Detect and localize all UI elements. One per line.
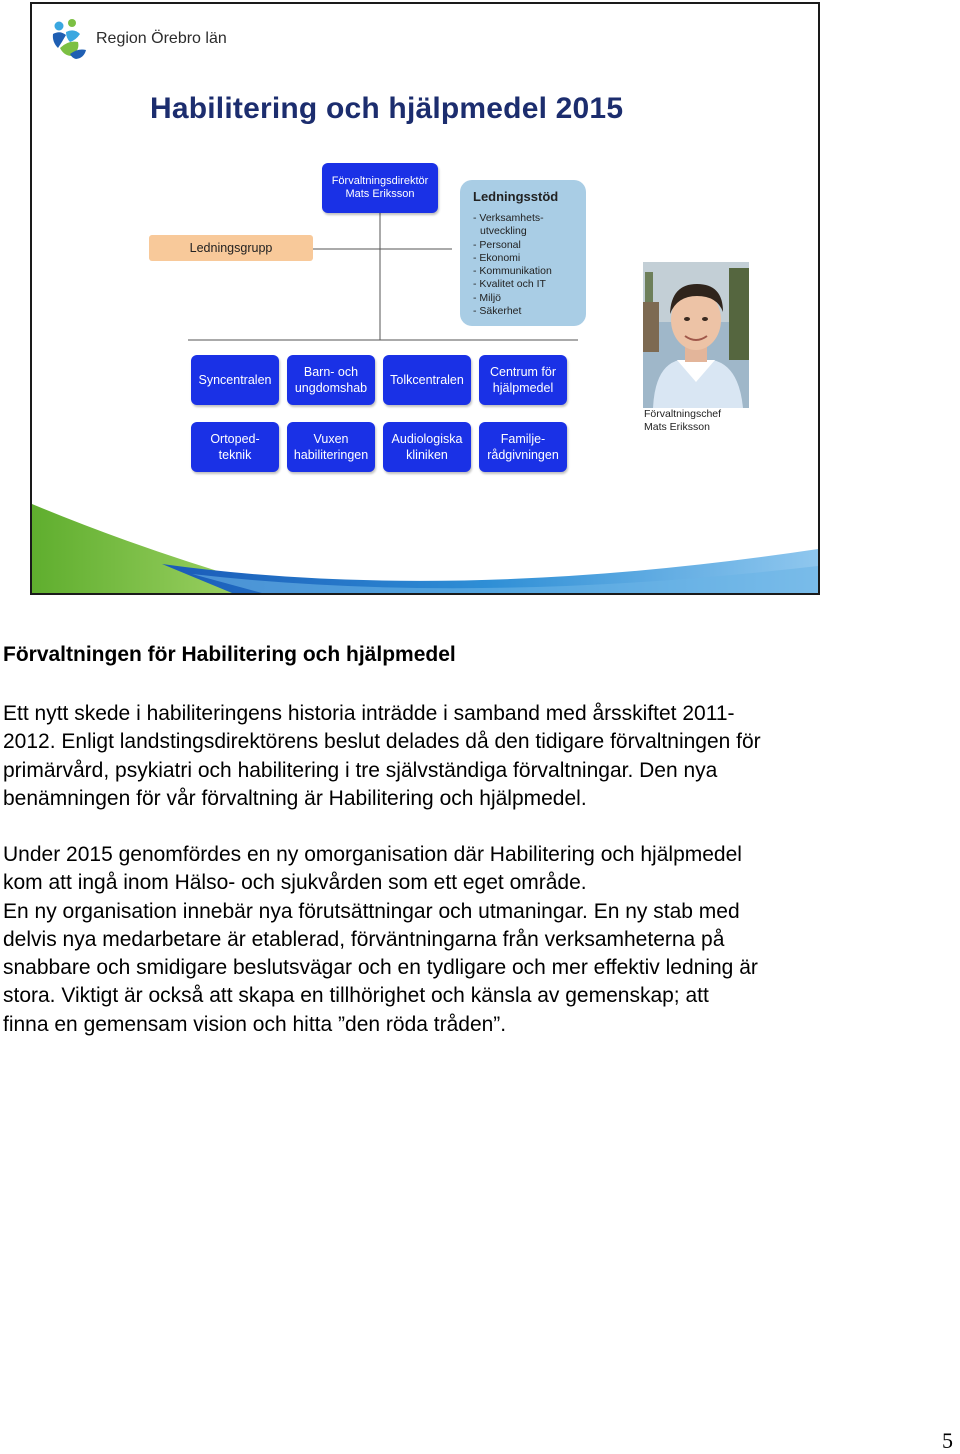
unit-label: Syncentralen [198, 373, 272, 387]
photo-caption-role: Förvaltningschef [644, 408, 722, 420]
unit-label: Familje- [500, 432, 546, 446]
paragraph-1 [3, 700, 883, 813]
support-item: - Kommunikation [473, 265, 552, 278]
paragraph-line: En ny organisation innebär nya förutsättningar och utmaningar. En ny stab med [3, 899, 740, 923]
support-item: utveckling [480, 225, 527, 238]
paragraph-line: primärvård, psykiatri och habilitering i tre självständiga förvaltningar. Den nya [3, 758, 718, 782]
support-item: - Personal [473, 238, 521, 251]
paragraph-line: Under 2015 genomfördes en ny omorganisation där Habilitering och hjälpmedel [3, 843, 742, 866]
slide [30, 2, 820, 595]
unit-syncentralen [191, 355, 279, 405]
management-support-title: Ledningsstöd [473, 189, 559, 204]
support-item: - Miljö [473, 291, 501, 304]
paragraph-line: finna en gemensam vision och hitta ”den röda tråden”. [3, 1012, 507, 1036]
unit-label: Centrum för [490, 365, 556, 379]
unit-label: Ortoped- [210, 432, 260, 446]
photo-caption-name: Mats Eriksson [644, 421, 710, 433]
paragraph-line: benämningen för vår förvaltning är Habilitering och hjälpmedel. [3, 786, 587, 810]
decorative-swoosh [32, 494, 818, 593]
paragraph-2 [3, 841, 883, 1039]
paragraph-line: 2012. Enligt landstingsdirektörens beslut delades då den tidigare förvaltningen för [3, 730, 761, 754]
unit-label: ungdomshab [294, 381, 368, 395]
support-item: - Verksamhets- [473, 212, 544, 224]
unit-label: rådgivningen [487, 448, 559, 462]
unit-label: habiliteringen [293, 448, 369, 462]
unit-label: Vuxen [313, 432, 349, 446]
paragraph-line: kom att ingå inom Hälso- och sjukvården som ett eget område. [3, 871, 587, 895]
unit-ortopedteknik [191, 422, 279, 472]
unit-familjeradgivningen [479, 422, 567, 472]
photo-caption [644, 408, 721, 434]
portrait-photo [643, 262, 749, 408]
unit-centrum-for-hjalpmedel [479, 355, 567, 405]
unit-vuxenhabiliteringen [287, 422, 375, 472]
director-box [322, 163, 438, 213]
paragraph-line: snabbare och smidigare beslutsvägar och en tydligare och mer effektiv ledning är [3, 956, 758, 980]
management-support-box [460, 180, 586, 326]
document-heading: Förvaltningen för Habilitering och hjälpmedel [3, 643, 456, 666]
support-item: - Kvalitet och IT [473, 278, 546, 291]
support-item: - Ekonomi [473, 251, 521, 264]
unit-label: Barn- och [303, 365, 359, 379]
unit-label: teknik [218, 448, 252, 462]
unit-label: Tolkcentralen [390, 373, 464, 387]
unit-label: hjälpmedel [492, 381, 554, 395]
support-item: - Säkerhet [473, 305, 522, 318]
slide-title: Habilitering och hjälpmedel 2015 [150, 92, 624, 125]
region-logo-text: Region Örebro län [96, 30, 227, 47]
unit-label: kliniken [406, 448, 448, 462]
unit-barn-och-ungdomshab [287, 355, 375, 405]
director-role: Förvaltningsdirektör [331, 175, 429, 187]
management-group-box: Ledningsgrupp [149, 235, 313, 261]
unit-audiologiska-kliniken [383, 422, 471, 472]
paragraph-line: delvis nya medarbetare är etablerad, förväntningarna från verksamheterna på [3, 927, 725, 951]
unit-label: Audiologiska [391, 432, 463, 446]
paragraph-line: Ett nytt skede i habiliteringens historia inträdde i samband med årsskiftet 2011- [3, 702, 735, 725]
page-number: 5 [942, 1428, 953, 1453]
director-name: Mats Eriksson [345, 188, 415, 200]
paragraph-line: stora. Viktigt är också att skapa en tillhörighet och känsla av gemenskap; att [3, 984, 709, 1008]
unit-tolkcentralen [383, 355, 471, 405]
